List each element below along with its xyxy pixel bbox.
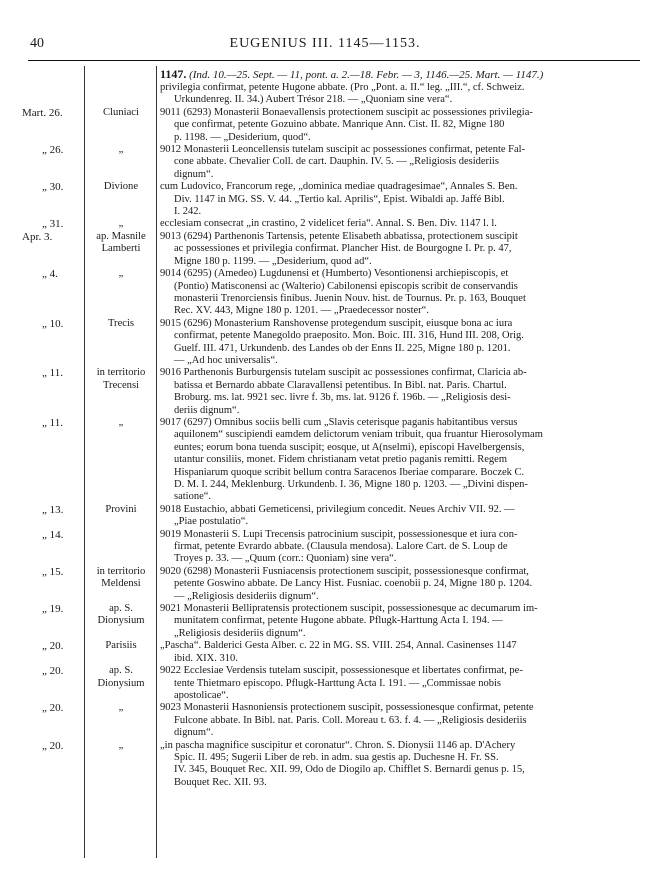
- entry-line: D. M. I. 244, Meklenburg. Urkundenb. I. 36, Migne 180 p. 1203. — „Divini dispen-: [174, 479, 528, 490]
- regest-entry: [0, 504, 650, 529]
- entry-date: „ 26.: [42, 144, 64, 157]
- entry-date: „ 20.: [42, 665, 64, 678]
- entry-line: Urkundenreg. II. 34.) Aubert Trésor 218. — „Quoniam sine vera“.: [174, 94, 453, 106]
- entry-place: „: [118, 702, 124, 714]
- entry-text: [160, 603, 634, 640]
- entry-place: „: [118, 218, 124, 230]
- entry-line: Fulcone abbate. In Bibl. nat. Paris. Coll. Moreau t. 63. f. 4. — „Religiosis desideriis: [174, 714, 527, 726]
- entry-date: „ 4.: [42, 268, 58, 281]
- entry-line: privilegia confirmat, petente Hugone abbate. (Pro „Pont. a. II.“ leg. „III.“, cf. Schweiz.: [160, 82, 525, 93]
- entry-line: dignum“.: [174, 168, 214, 180]
- entry-place: ap. S. Dionysium: [97, 603, 145, 627]
- entry-date: „ 13.: [42, 503, 64, 516]
- running-title: EUGENIUS III. 1145—1153.: [229, 36, 421, 51]
- entry-line: 9019 Monasterii S. Lupi Trecensis patrocinium suscipit, possessionesque et iura con-: [160, 528, 518, 540]
- entry-text: [160, 144, 634, 181]
- entry-line: munitatem confirmat, petente Hugone abbate. Pflugk-Harttung Acta I. 194. —: [174, 615, 503, 627]
- entry-text: [160, 417, 634, 504]
- entry-line: 9021 Monasterii Bellipratensis protectionem suscipit, possessionesque ac decumarum im-: [160, 603, 538, 615]
- entry-line: 9022 Ecclesiae Verdensis tutelam suscipit, possessionesque et libertates confirmat, pe-: [160, 665, 523, 677]
- entry-line: deriis dignum“.: [174, 404, 240, 416]
- entry-line: 9018 Eustachio, abbati Gemeticensi, privilegium concedit. Neues Archiv VII. 92. —: [160, 503, 515, 515]
- regest-entry: [0, 181, 650, 218]
- entry-line: utantur consiliis, monet. Fidem christianam vetat pretio paganis remitti. Regem: [174, 454, 508, 466]
- regest-entry: [0, 107, 650, 144]
- year-details: (Ind. 10.—25. Sept. — 11, pont. a. 2.—18. Febr. — 3, 1146.—25. Mart. — 1147.): [189, 69, 544, 81]
- entries-list: [0, 68, 650, 789]
- entry-line: aquilonem“ suscipiendi eamdem delictorum veniam tribuit, qua fruantur Hierosolymam: [174, 429, 543, 441]
- entry-line: monasterii Trenorciensis finibus. Juenin Nouv. hist. de Tournus. Pr. p. 163, Bouquet: [174, 292, 526, 304]
- entry-line: 9023 Monasterii Hasnoniensis protectionem suscipit, possessionesque confirmat, petente: [160, 702, 534, 714]
- regest-entry: [0, 144, 650, 181]
- entry-line: Broburg. ms. lat. 9921 sec. livre f. 3b, ms. lat. 9126 f. 196b. — „Religiosis desi-: [174, 392, 511, 404]
- entry-line: „Religiosis desideriis dignum“.: [174, 627, 306, 639]
- entry-line: „Pascha“. Balderici Gesta Alber. c. 22 in MG. SS. VIII. 254, Annal. Casinenses 1147: [160, 640, 517, 652]
- regest-entry: [0, 231, 650, 268]
- entry-line: „in pascha magnifice suscipitur et coronatur“. Chron. S. Dionysii 1146 ap. D'Achery: [160, 739, 516, 751]
- entry-place: ap. Masnile Lamberti: [96, 230, 146, 255]
- entry-line: Hispaniarum quoque scribit bellum contra Saracenos Iberiae comparare. Boczek C.: [174, 466, 525, 478]
- entry-place: ap. S. Dionysium: [97, 665, 145, 689]
- entry-line: (Pontio) Matisconensi ac (Walterio) Cabilonensi episcopis scribit de conservandis: [174, 280, 518, 292]
- entry-line: que confirmat, petente Gozuino abbate. Manrique Ann. Cist. II. 82, Migne 180: [174, 119, 505, 131]
- entry-text: [160, 702, 634, 739]
- entry-text: [160, 218, 634, 230]
- entry-text: [160, 367, 634, 417]
- entry-line: Guelf. III. 471, Urkundenb. des Landes ob der Enns II. 225, Migne 180 p. 1201.: [174, 342, 511, 354]
- entry-line: — „Ad hoc universalis“.: [174, 354, 278, 366]
- entry-line: confirmat, petente Manegoldo praeposito. Mon. Boic. III. 316, Hund III. 208, Orig.: [174, 330, 524, 342]
- entry-text: [160, 504, 634, 529]
- regest-entry: [0, 529, 650, 566]
- entry-line: 9011 (6293) Monasterii Bonaevallensis protectionem suscipit ac possessiones privilegia-: [160, 106, 533, 118]
- regest-entry: [0, 665, 650, 702]
- entry-date: „ 10.: [42, 317, 64, 330]
- entry-line: Spic. II. 495; Sugerii Liber de reb. in adm. sua gestis ap. Duchesne H. Fr. SS.: [174, 751, 499, 763]
- entry-date: „ 19.: [42, 603, 64, 616]
- entry-line: Rec. XV. 443, Migne 180 p. 1201. — „Praedecessor noster“.: [174, 305, 429, 317]
- entry-line: batissa et Bernardo abbate Claravallensi petentibus. In Bibl. nat. Paris. Chartul.: [174, 379, 507, 391]
- entry-line: 9015 (6296) Monasterium Ranshovense protegendum suscipit, eiusque bona ac iura: [160, 317, 513, 329]
- regest-entry: [0, 603, 650, 640]
- entry-place: „: [118, 144, 124, 156]
- entry-line: 9012 Monasterii Leoncellensis tutelam suscipit ac possessiones confirmat, petente Fal-: [160, 144, 526, 156]
- entry-line: 9016 Parthenonis Burburgensis tutelam suscipit ac possessiones confirmat, Claricia ab-: [160, 367, 527, 379]
- regest-entry: [0, 417, 650, 504]
- entry-date: „ 20.: [42, 702, 64, 715]
- entry-text: [160, 268, 634, 318]
- regest-entry: [0, 740, 650, 790]
- entry-line: dignum“.: [174, 727, 214, 739]
- entry-line: p. 1198. — „Desiderium, quod“.: [174, 131, 311, 143]
- entry-text: [160, 665, 634, 702]
- regest-entry: [0, 268, 650, 318]
- page-header: [20, 36, 630, 54]
- entry-place: in territorio Trecensi: [96, 367, 146, 391]
- entry-line: ecclesiam consecrat „in crastino, 2 videlicet feria“. Annal. S. Ben. Div. 1147 l. l.: [160, 218, 497, 230]
- entry-place: in territorio Meldensi: [96, 565, 146, 590]
- entry-date: „ 11.: [42, 416, 63, 429]
- entry-date: „ 20.: [42, 739, 64, 752]
- entry-line: Migne 180 p. 1199. — „Desiderium, quod ad“.: [174, 255, 372, 267]
- entry-line: cum Ludovico, Francorum rege, „dominica mediae quadragesimae“, Annales S. Ben.: [160, 181, 518, 193]
- entry-place: Trecis: [107, 317, 135, 329]
- entry-place: Divione: [103, 181, 139, 193]
- entry-line: satione“.: [174, 491, 212, 503]
- entry-date: „ 15.: [42, 565, 64, 578]
- entry-line: 9020 (6298) Monasterii Fusniacensis protectionem suscipit, possessionesque confirmat,: [160, 565, 529, 577]
- entry-line: „Piae postulatio“.: [174, 516, 249, 528]
- entry-line: petente Goswino abbate. De Lancy Hist. Fusniac. coenobii p. 24, Migne 180 p. 1204.: [174, 578, 533, 590]
- entry-text: [160, 529, 634, 566]
- entry-text: [160, 107, 634, 144]
- entry-date: Mart. 26.: [22, 106, 63, 119]
- entry-place: „: [118, 268, 124, 280]
- entry-line: Div. 1147 in MG. SS. V. 44. „Tertio kal. Aprilis“, Epist. Wibaldi ap. Jaffé Bibl.: [174, 193, 505, 205]
- header-rule: [28, 60, 640, 61]
- year-number: 1147.: [160, 67, 187, 81]
- entry-date: „ 30.: [42, 181, 64, 194]
- entry-line: — „Religiosis desideriis dignum“.: [174, 590, 319, 602]
- entry-line: tente Thietmaro episcopo. Pflugk-Harttung Acta I. 191. — „Commissae nobis: [174, 677, 501, 689]
- entry-place: Parisiis: [105, 640, 137, 652]
- regest-entry: [0, 318, 650, 368]
- entry-text: [160, 566, 634, 603]
- regest-entry: [0, 367, 650, 417]
- regest-entry: [0, 82, 650, 107]
- regest-entry: [0, 702, 650, 739]
- entry-line: 9013 (6294) Parthenonis Tartensis, petente Elisabeth abbatissa, protectionem suscipit: [160, 230, 518, 242]
- entry-date: „ 31.: [42, 218, 64, 231]
- entry-line: IV. 345, Bouquet Rec. XII. 99, Odo de Diogilo ap. Chifflet S. Bernardi genus p. 15,: [174, 764, 525, 776]
- page-number: 40: [30, 36, 44, 51]
- entry-text: [160, 181, 634, 218]
- entry-text: [160, 82, 634, 107]
- entry-line: ibid. XIX. 310.: [174, 652, 238, 664]
- entry-line: 9014 (6295) (Amedeo) Lugdunensi et (Humberto) Vesontionensi archiepiscopis, et: [160, 268, 509, 280]
- entry-place: „: [118, 739, 124, 751]
- regest-entry: [0, 218, 650, 230]
- entry-line: I. 242.: [174, 206, 202, 218]
- entry-date: Apr. 3.: [22, 230, 53, 243]
- year-heading: [160, 68, 634, 82]
- entry-date: „ 14.: [42, 528, 64, 541]
- entry-date: „ 20.: [42, 640, 64, 653]
- entry-text: [160, 740, 634, 790]
- entry-line: cone abbate. Chevalier Coll. de cart. Dauphin. IV. 5. — „Religiosis desideriis: [174, 156, 499, 168]
- entry-line: 9017 (6297) Omnibus sociis belli cum „Slavis ceterisque paganis habitantibus versus: [160, 416, 518, 428]
- entry-line: apostolicae“.: [174, 689, 229, 701]
- entry-line: ac possessiones et privilegia confirmat. Plancher Hist. de Bourgogne I. Pr. p. 47,: [174, 243, 512, 255]
- entry-line: Bouquet Rec. XII. 93.: [174, 776, 267, 788]
- entry-place: Cluniaci: [103, 106, 139, 118]
- entry-place: „: [118, 416, 124, 428]
- entry-line: euntes; eorum bona tuenda suscipit; eosque, ut A(nselmi), episcopi Havelbergensis,: [174, 441, 525, 453]
- entry-line: Troyes p. 33. — „Quum (corr.: Quoniam) sine vera“.: [174, 553, 397, 565]
- regest-entry: [0, 640, 650, 665]
- regest-entry: [0, 566, 650, 603]
- entry-date: „ 11.: [42, 367, 63, 380]
- entry-text: [160, 318, 634, 368]
- entry-line: firmat, petente Evrardo abbate. (Clausula mendosa). Lalore Cart. de S. Loup de: [174, 541, 508, 553]
- entry-text: [160, 231, 634, 268]
- entry-text: [160, 640, 634, 665]
- entry-place: Provini: [105, 503, 137, 515]
